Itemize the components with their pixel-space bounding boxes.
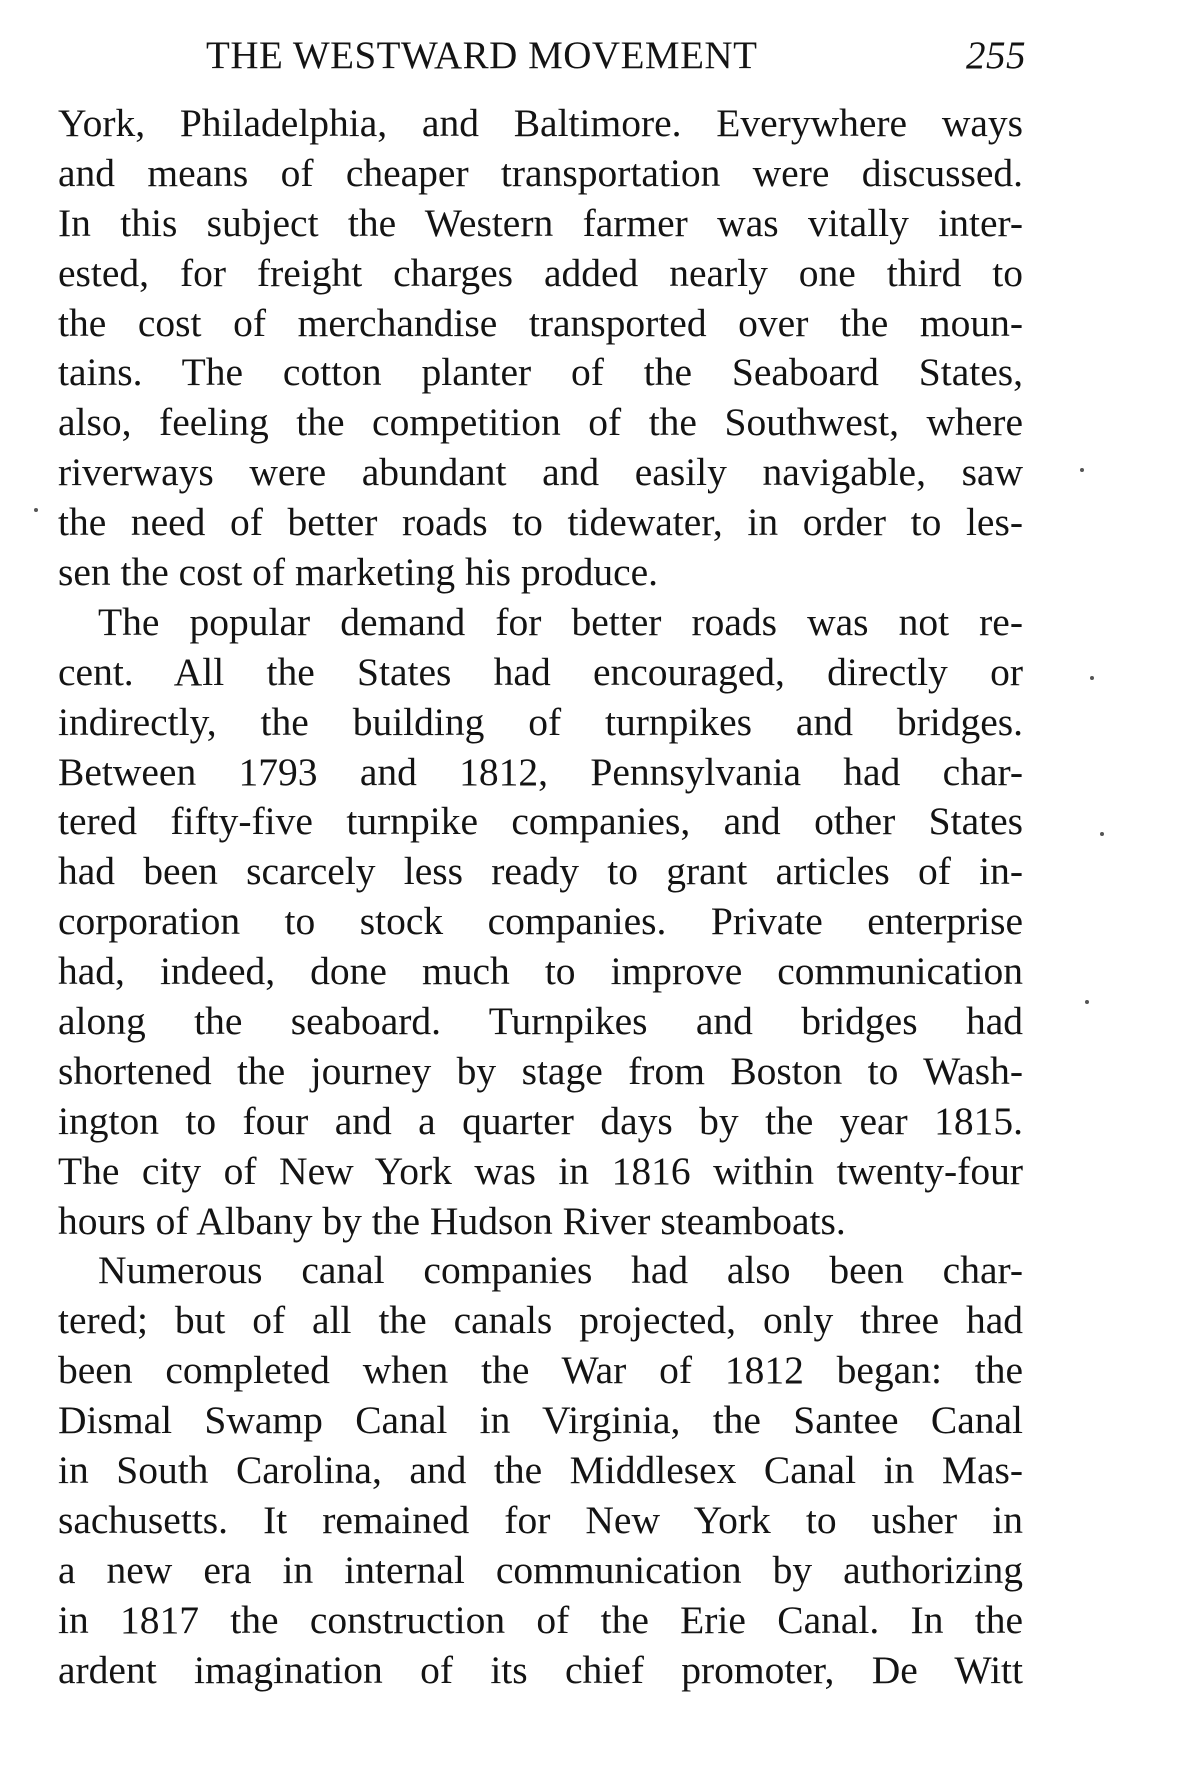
text-line: tains. The cotton planter of the Seaboard States,	[58, 350, 1023, 395]
text-line: and means of cheaper transportation were discussed.	[58, 150, 1023, 195]
text-line: in 1817 the construction of the Erie Canal. In the	[58, 1597, 1023, 1642]
text-line: along the seaboard. Turnpikes and bridges had	[58, 999, 1023, 1044]
text-line: York, Philadelphia, and Baltimore. Everywhere ways	[58, 101, 1023, 145]
text-line: in South Carolina, and the Middlesex Canal in Mas-	[58, 1448, 1023, 1493]
text-line: Dismal Swamp Canal in Virginia, the Santee Canal	[58, 1398, 1023, 1443]
text-line: tered fifty-five turnpike companies, and other States	[58, 799, 1023, 844]
running-head	[206, 30, 1026, 82]
text-line: ested, for freight charges added nearly one third to	[58, 250, 1023, 295]
running-title: THE WESTWARD MOVEMENT	[206, 34, 758, 77]
text-line: riverways were abundant and easily navigable, saw	[58, 450, 1023, 495]
text-line: Between 1793 and 1812, Pennsylvania had char-	[58, 749, 1023, 794]
text-line: the need of better roads to tidewater, in order to les-	[58, 500, 1023, 545]
text-line: tered; but of all the canals projected, only three had	[58, 1298, 1023, 1343]
text-line: ington to four and a quarter days by the year 1815.	[58, 1098, 1023, 1143]
text-line: indirectly, the building of turnpikes and bridges.	[58, 699, 1023, 744]
text-line: shortened the journey by stage from Boston to Wash-	[58, 1048, 1023, 1093]
text-line: ardent imagination of its chief promoter, De Witt	[58, 1647, 1023, 1692]
scan-speck	[34, 508, 38, 512]
text-line: cent. All the States had encouraged, directly or	[58, 649, 1023, 694]
page-number: 255	[966, 34, 1026, 77]
text-line: The popular demand for better roads was not re-	[98, 599, 1023, 644]
text-line: The city of New York was in 1816 within twenty-four	[58, 1148, 1023, 1193]
text-line: hours of Albany by the Hudson River steamboats.	[58, 1198, 846, 1243]
scan-speck	[1100, 832, 1104, 836]
text-line: had, indeed, done much to improve communication	[58, 949, 1023, 994]
body-text	[58, 99, 1023, 1696]
text-line: the cost of merchandise transported over the moun-	[58, 300, 1023, 345]
text-line: also, feeling the competition of the Southwest, where	[58, 400, 1023, 445]
text-line: In this subject the Western farmer was vitally inter-	[58, 200, 1023, 245]
text-line: been completed when the War of 1812 began: the	[58, 1348, 1023, 1393]
text-line: Numerous canal companies had also been char-	[98, 1248, 1023, 1293]
scan-speck	[1085, 1000, 1089, 1004]
text-line: had been scarcely less ready to grant articles of in-	[58, 849, 1023, 894]
text-line: corporation to stock companies. Private enterprise	[58, 899, 1023, 944]
scan-speck	[1090, 676, 1094, 680]
text-line: sen the cost of marketing his produce.	[58, 550, 659, 595]
scan-speck	[1080, 468, 1084, 472]
text-line: a new era in internal communication by authorizing	[58, 1547, 1023, 1592]
text-line: sachusetts. It remained for New York to usher in	[58, 1497, 1023, 1542]
